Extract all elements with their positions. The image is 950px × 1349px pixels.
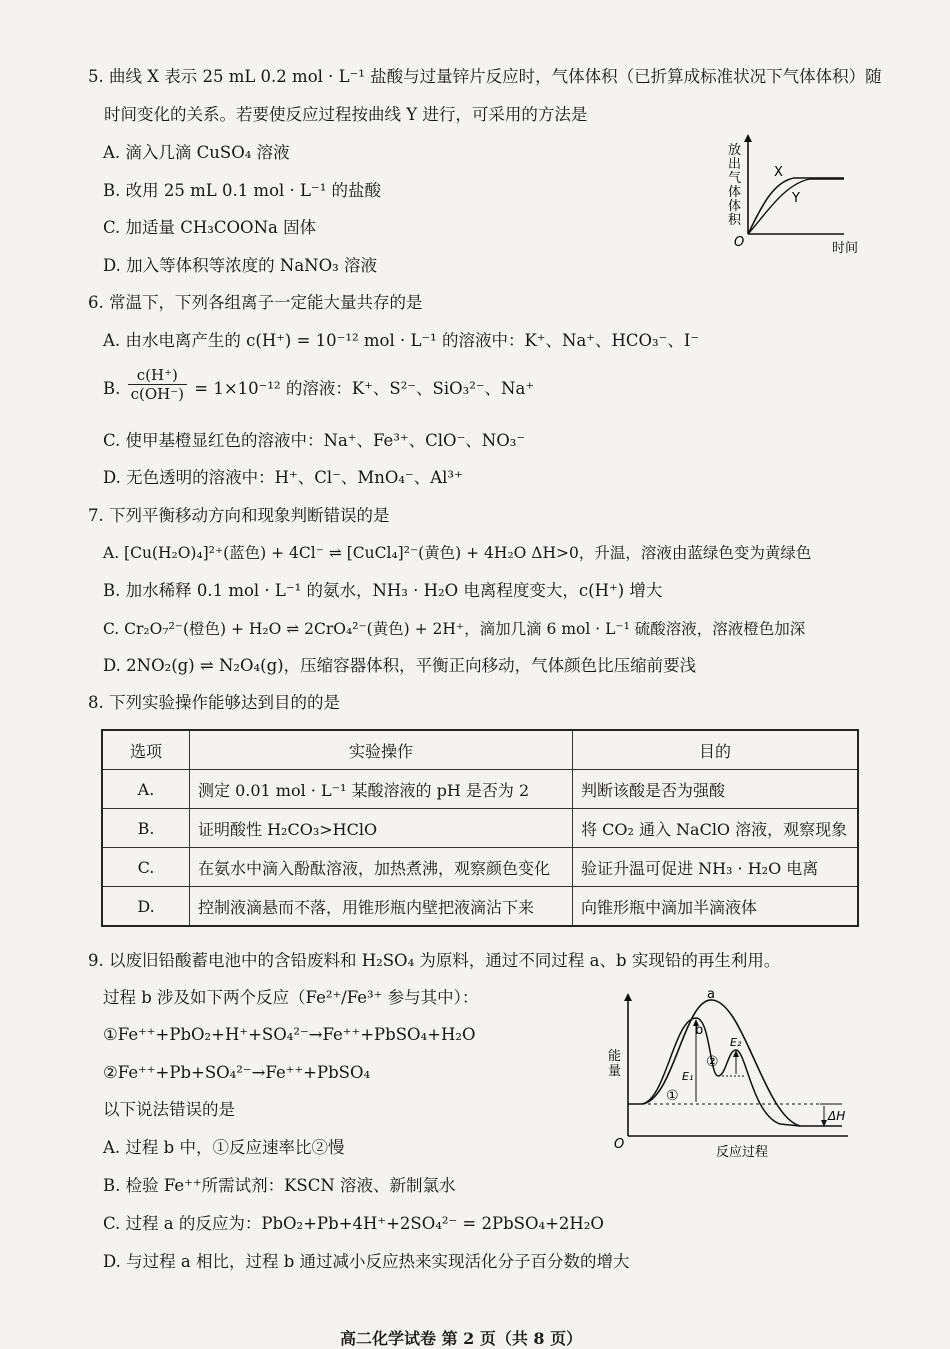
q7-option-b: B. 加水稀释 0.1 mol · L⁻¹ 的氨水，NH₃ · H₂O 电离程度变大，c(H⁺) 增大 [103, 581, 663, 600]
table-cell-operation: 证明酸性 H₂CO₃>HClO [190, 809, 573, 848]
table-header-row [102, 730, 858, 770]
table-header-option: 选项 [102, 730, 190, 770]
q9-curve-b [642, 1018, 800, 1126]
q9-reaction-1: ①Fe⁺⁺+PbO₂+H⁺+SO₄²⁻→Fe⁺⁺+PbSO₄+H₂O [103, 1025, 476, 1044]
table-cell-purpose: 将 CO₂ 通入 NaClO 溶液，观察现象 [573, 809, 859, 848]
q9-graph-xlabel: 反应过程 [716, 1145, 769, 1160]
q9-label-2: ② [706, 1054, 719, 1070]
q5-graph-xlabel: 时间 [832, 241, 859, 256]
q6-option-b-rest: = 1×10⁻¹² 的溶液：K⁺、S²⁻、SiO₃²⁻、Na⁺ [194, 379, 535, 398]
q5-y-arrow [744, 134, 752, 142]
q9-label-e2: E₂ [730, 1036, 742, 1049]
q9-label-a: a [707, 990, 715, 1002]
q9-option-d: D. 与过程 a 相比，过程 b 通过减小反应热来实现活化分子百分数的增大 [103, 1252, 630, 1271]
q5-option-b: B. 改用 25 mL 0.1 mol · L⁻¹ 的盐酸 [103, 181, 382, 200]
table-row [102, 770, 858, 809]
table-cell-option: A. [102, 770, 190, 809]
table-cell-option: D. [102, 887, 190, 927]
q7-stem: 7. 下列平衡移动方向和现象判断错误的是 [88, 506, 390, 525]
page-footer: 高二化学试卷 第 2 页（共 8 页） [340, 1329, 583, 1348]
table-cell-purpose: 判断该酸是否为强酸 [573, 770, 859, 809]
table-header-operation: 实验操作 [190, 730, 573, 770]
q5-curve-x [748, 178, 844, 234]
q9-energy-diagram [604, 990, 856, 1162]
q9-graph-ylabel: 能量 [608, 1049, 622, 1079]
q5-option-a: A. 滴入几滴 CuSO₄ 溶液 [103, 143, 290, 162]
q5-label-y: Y [792, 191, 800, 206]
table-header-purpose: 目的 [573, 730, 859, 770]
table-cell-option: C. [102, 848, 190, 887]
q6-option-b-prefix: B. [103, 379, 121, 398]
table-cell-purpose: 向锥形瓶中滴加半滴液体 [573, 887, 859, 927]
q5-stem-line2: 时间变化的关系。若要使反应过程按曲线 Y 进行，可采用的方法是 [104, 105, 588, 124]
table-row [102, 848, 858, 887]
table-row [102, 809, 858, 848]
q9-label-b: b [695, 1023, 704, 1038]
q6-option-a: A. 由水电离产生的 c(H⁺) = 10⁻¹² mol · L⁻¹ 的溶液中：K⁺、Na⁺、HCO₃⁻、I⁻ [103, 331, 700, 350]
q9-reaction-2: ②Fe⁺⁺+Pb+SO₄²⁻→Fe⁺⁺+PbSO₄ [103, 1063, 371, 1082]
q6-fraction-denominator: c(OH⁻) [130, 385, 185, 403]
q9-graph-origin: O [614, 1137, 625, 1152]
q9-ask: 以下说法错误的是 [103, 1100, 235, 1119]
q5-stem-line1: 5. 曲线 X 表示 25 mL 0.2 mol · L⁻¹ 盐酸与过量锌片反应时，气体体积（已折算成标准状况下气体体积）随 [88, 67, 882, 86]
q7-option-a: A. [Cu(H₂O)₄]²⁺(蓝色) + 4Cl⁻ ⇌ [CuCl₄]²⁻(黄色) + 4H₂O ΔH>0，升温，溶液由蓝绿色变为黄绿色 [103, 544, 812, 562]
q9-stem: 9. 以废旧铅酸蓄电池中的含铅废料和 H₂SO₄ 为原料，通过不同过程 a、b 实现铅的再生利用。 [88, 951, 781, 970]
q9-label-e1: E₁ [682, 1070, 694, 1083]
q6-fraction-numerator: c(H⁺) [128, 366, 187, 385]
q6-option-b [103, 366, 535, 403]
q9-label-1: ① [666, 1088, 679, 1104]
q5-volume-time-graph [722, 132, 872, 258]
table-row [102, 887, 858, 927]
q5-graph-ylabel: 放出气体体积 [728, 143, 742, 228]
q5-graph-origin: O [734, 235, 745, 250]
table-cell-purpose: 验证升温可促进 NH₃ · H₂O 电离 [573, 848, 859, 887]
q8-experiment-table [101, 729, 859, 927]
table-cell-operation: 在氨水中滴入酚酞溶液，加热煮沸，观察颜色变化 [190, 848, 573, 887]
q9-intro: 过程 b 涉及如下两个反应（Fe²⁺/Fe³⁺ 参与其中）： [103, 988, 479, 1007]
q5-label-x: X [774, 165, 783, 180]
table-cell-operation: 控制液滴悬而不落，用锥形瓶内壁把液滴沾下来 [190, 887, 573, 927]
q7-option-c: C. Cr₂O₇²⁻(橙色) + H₂O ⇌ 2CrO₄²⁻(黄色) + 2H⁺，滴加几滴 6 mol · L⁻¹ 硫酸溶液，溶液橙色加深 [103, 620, 806, 638]
q9-curve-a [628, 1000, 842, 1126]
q7-option-d: D. 2NO₂(g) ⇌ N₂O₄(g)，压缩容器体积，平衡正向移动，气体颜色比压缩前要浅 [103, 656, 697, 675]
q9-option-b: B. 检验 Fe⁺⁺所需试剂：KSCN 溶液、新制氯水 [103, 1176, 456, 1195]
q6-option-d: D. 无色透明的溶液中：H⁺、Cl⁻、MnO₄⁻、Al³⁺ [103, 468, 463, 487]
q6-option-c: C. 使甲基橙显红色的溶液中：Na⁺、Fe³⁺、ClO⁻、NO₃⁻ [103, 431, 526, 450]
q9-option-a: A. 过程 b 中，①反应速率比②慢 [103, 1138, 345, 1157]
q6-fraction [128, 366, 187, 403]
q6-stem: 6. 常温下，下列各组离子一定能大量共存的是 [88, 293, 423, 312]
table-cell-option: B. [102, 809, 190, 848]
q5-option-c: C. 加适量 CH₃COONa 固体 [103, 218, 317, 237]
q5-option-d: D. 加入等体积等浓度的 NaNO₃ 溶液 [103, 256, 377, 275]
q8-stem: 8. 下列实验操作能够达到目的的是 [88, 693, 340, 712]
table-cell-operation: 测定 0.01 mol · L⁻¹ 某酸溶液的 pH 是否为 2 [190, 770, 573, 809]
q9-label-dh: ΔH [828, 1109, 846, 1123]
q9-y-arrow [624, 993, 632, 1001]
q9-option-c: C. 过程 a 的反应为：PbO₂+Pb+4H⁺+2SO₄²⁻ = 2PbSO₄+2H₂O [103, 1214, 604, 1233]
